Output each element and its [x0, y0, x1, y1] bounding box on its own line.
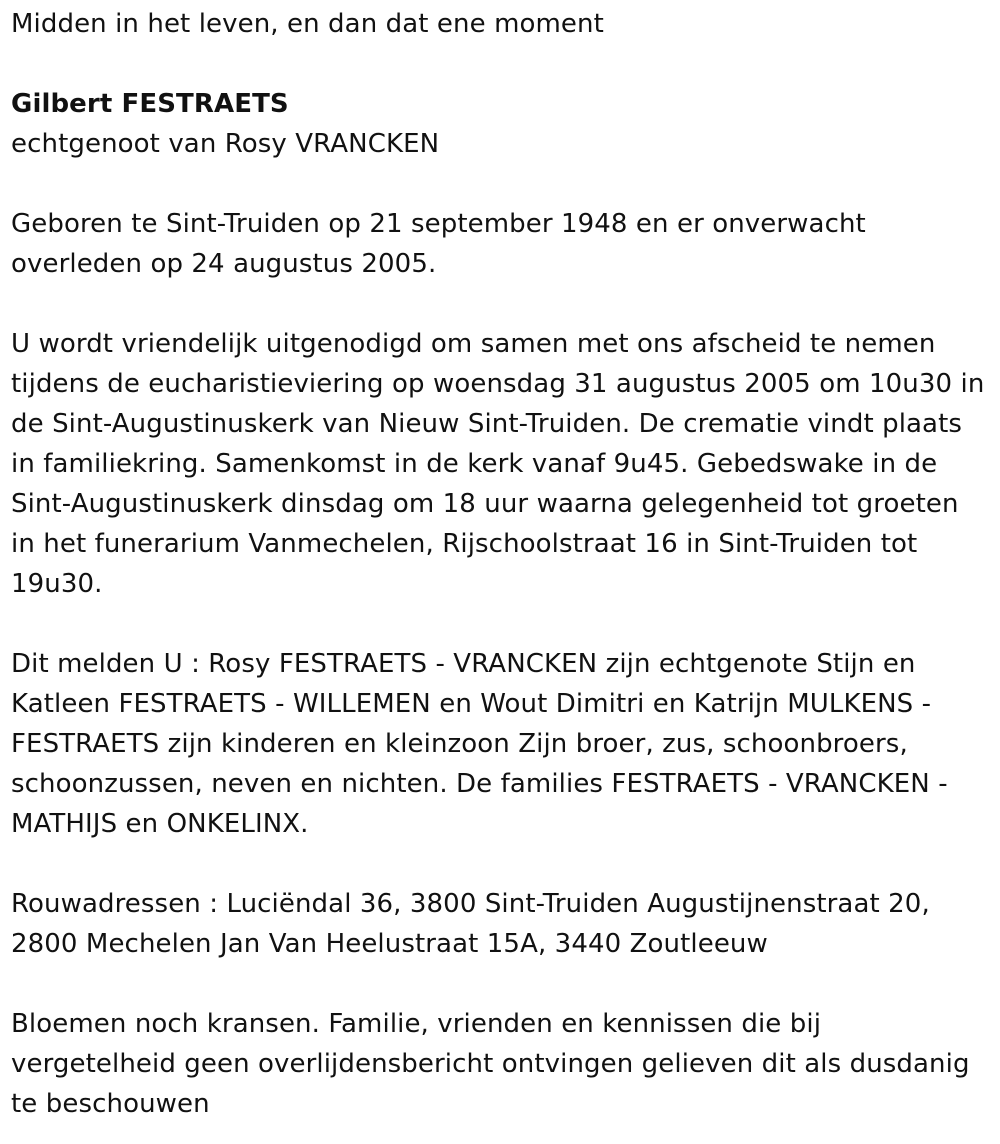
- flowers-note: Bloemen noch kransen. Familie, vrienden en kennissen die bij vergetelheid geen overlijdensbericht ontvingen gelieven dit als dusdanig te beschouwen: [11, 1009, 970, 1119]
- spacer: [11, 44, 988, 84]
- spacer: [11, 604, 988, 644]
- announcers-paragraph: Dit melden U : Rosy FESTRAETS - VRANCKEN zijn echtgenote Stijn en Katleen FESTRAETS - WILLEMEN en Wout Dimitri en Katrijn MULKENS - FESTRAETS zijn kinderen en kleinzoon Zijn broer, zus, schoonbroers, schoonzussen, neven en nichten. De families FESTRAETS - VRANCKEN - MATHIJS en ONKELINX.: [11, 649, 948, 839]
- condolence-addresses: Rouwadressen : Luciëndal 36, 3800 Sint-Truiden Augustijnenstraat 20, 2800 Mechelen Jan Van Heelustraat 15A, 3440 Zoutleeuw: [11, 889, 930, 959]
- spouse-line: echtgenoot van Rosy VRANCKEN: [11, 129, 440, 159]
- motto: Midden in het leven, en dan dat ene moment: [11, 9, 604, 39]
- deceased-name: Gilbert FESTRAETS: [11, 89, 289, 119]
- birth-death-paragraph: Geboren te Sint-Truiden op 21 september 1948 en er onverwacht overleden op 24 augustus 2005.: [11, 209, 866, 279]
- spacer: [11, 964, 988, 1004]
- spacer: [11, 284, 988, 324]
- invitation-paragraph: U wordt vriendelijk uitgenodigd om samen met ons afscheid te nemen tijdens de eucharistieviering op woensdag 31 augustus 2005 om 10u30 in de Sint-Augustinuskerk van Nieuw Sint-Truiden. De crematie vindt plaats in familiekring. Samenkomst in de kerk vanaf 9u45. Gebedswake in de Sint-Augustinuskerk dinsdag om 18 uur waarna gelegenheid tot groeten in het funerarium Vanmechelen, Rijschoolstraat 16 in Sint-Truiden tot 19u30.: [11, 329, 985, 599]
- spacer: [11, 844, 988, 884]
- spacer: [11, 164, 988, 204]
